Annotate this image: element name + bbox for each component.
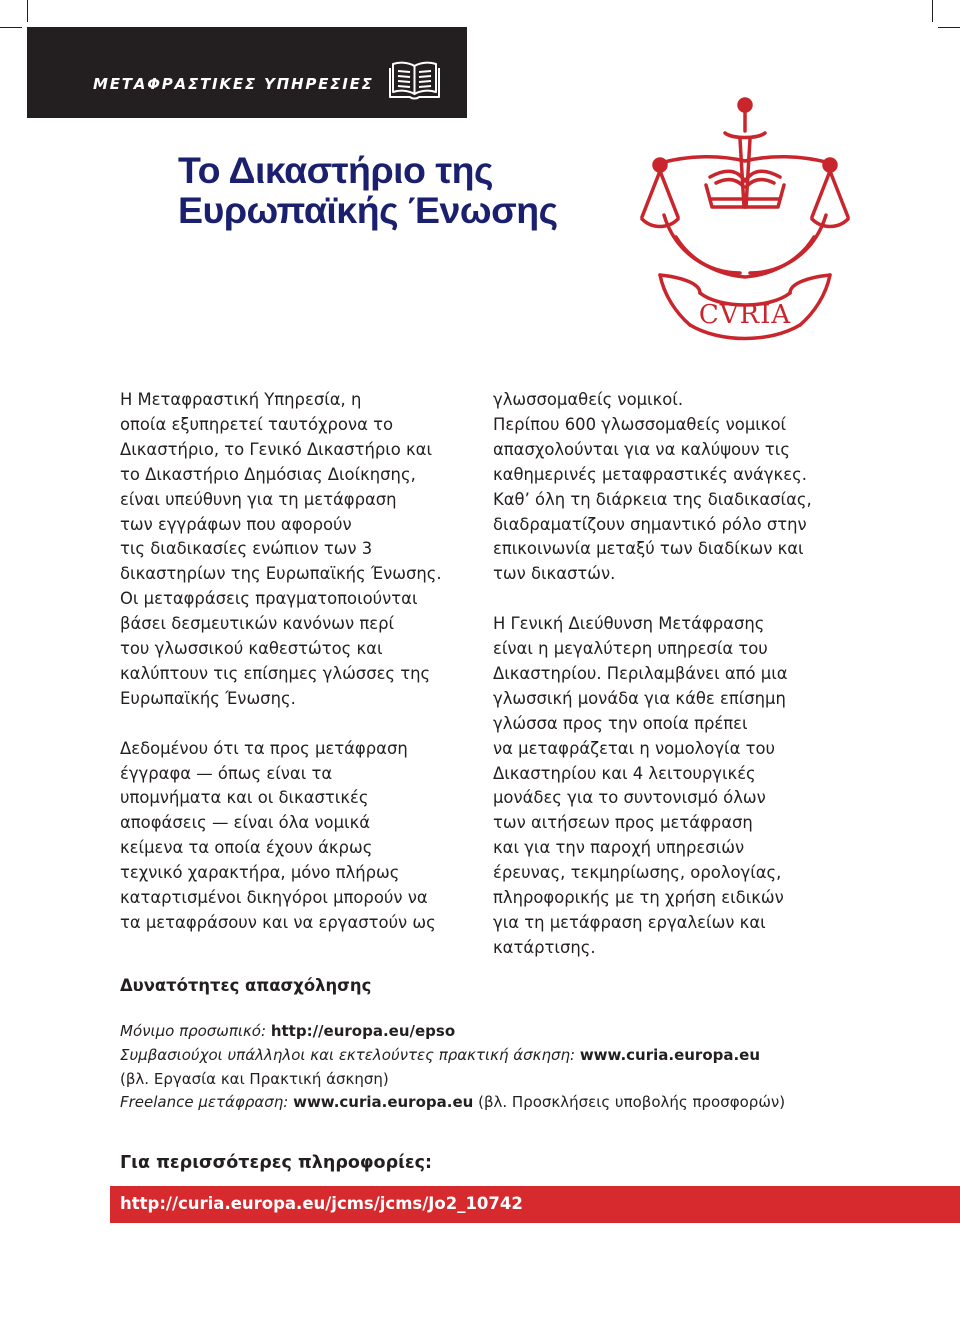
crop-mark (938, 27, 960, 28)
freelance-label: Freelance μετάφραση: (120, 1093, 289, 1112)
text-line: μονάδες για το συντονισμό όλων (493, 788, 766, 808)
header-label: ΜΕΤΑΦΡΑΣΤΙΚΕΣ ΥΠΗΡΕΣΙΕΣ (93, 75, 374, 93)
text-line: αποφάσεις — είναι όλα νομικά (120, 813, 371, 833)
permanent-staff-line (120, 1020, 785, 1044)
text-line: των αιτήσεων προς μετάφραση (493, 813, 753, 833)
text-line: Η Γενική Διεύθυνση Μετάφρασης (493, 614, 765, 634)
more-info-link[interactable]: http://curia.europa.eu/jcms/jcms/Jo2_10742 (120, 1194, 523, 1213)
freelance-line (120, 1091, 785, 1115)
text-line: υπομνήματα και οι δικαστικές (120, 788, 369, 808)
text-line: βάσει δεσμευτικών κανόνων περί (120, 614, 395, 634)
employment-links (120, 1020, 785, 1115)
employment-heading: Δυνατότητες απασχόλησης (120, 976, 372, 995)
text-line: γλωσσομαθείς νομικοί. (493, 390, 684, 409)
text-line: Οι μεταφράσεις πραγματοποιούνται (120, 589, 418, 609)
text-line: Περίπου 600 γλωσσομαθείς νομικοί (493, 414, 787, 434)
freelance-note: (βλ. Προσκλήσεις υποβολής προσφορών) (478, 1093, 786, 1112)
text-line: Η Μεταφραστική Υπηρεσία, η (120, 390, 362, 409)
text-line: Δικαστήριο, το Γενικό Δικαστήριο και (120, 439, 433, 459)
text-line: επικοινωνία μεταξύ των διαδίκων και (493, 539, 804, 559)
text-line: Δεδομένου ότι τα προς μετάφραση (120, 738, 408, 758)
text-line: δικαστηρίων της Ευρωπαϊκής Ένωσης. (120, 564, 442, 584)
contract-staff-line (120, 1044, 785, 1068)
paragraph (120, 737, 480, 936)
more-info-heading: Για περισσότερες πληροφορίες: (120, 1153, 433, 1173)
text-line: τεχνικό χαρακτήρα, μόνο πλήρως (120, 863, 400, 883)
text-line: κατάρτισης. (493, 937, 596, 957)
crop-mark (932, 0, 933, 22)
text-line: των δικαστών. (493, 564, 616, 584)
text-line: τα μεταφράσουν και να εργαστούν ως (120, 913, 436, 933)
paragraph (493, 612, 853, 961)
curia-link[interactable]: www.curia.europa.eu (293, 1093, 474, 1112)
curia-link[interactable]: www.curia.europa.eu (579, 1045, 761, 1064)
paragraph (493, 388, 853, 587)
text-line: κείμενα τα οποία έχουν άκρως (120, 838, 373, 858)
permanent-staff-label: Μόνιμο προσωπικό: (120, 1022, 267, 1040)
curia-emblem-icon (640, 95, 865, 345)
title-line: Το Δικαστήριο της (178, 149, 494, 191)
contract-staff-label: Συμβασιούχοι υπάλληλοι και εκτελούντες πρακτική άσκηση: (120, 1045, 576, 1064)
text-line: τις διαδικασίες ενώπιον των 3 (120, 539, 373, 559)
left-column (120, 388, 480, 936)
text-line: οποία εξυπηρετεί ταυτόχρονα το (120, 414, 393, 434)
text-line: να μεταφράζεται η νομολογία του (493, 738, 775, 758)
text-line: Ευρωπαϊκής Ένωσης. (120, 688, 296, 708)
text-line: καθημερινές μεταφραστικές ανάγκες. (493, 464, 807, 484)
crop-mark (27, 0, 28, 22)
text-line: είναι υπεύθυνη για τη μετάφραση (120, 489, 397, 509)
crop-mark (0, 27, 22, 28)
text-line: και για την παροχή υπηρεσιών (493, 838, 745, 858)
text-line: έγγραφα — όπως είναι τα (120, 763, 333, 783)
text-line: πληροφορικής με τη χρήση ειδικών (493, 888, 784, 908)
text-line: το Δικαστήριο Δημόσιας Διοίκησης, (120, 464, 416, 484)
text-line: απασχολούνται για να καλύψουν τις (493, 439, 790, 459)
footer-band (110, 1186, 960, 1223)
text-line: είναι η μεγαλύτερη υπηρεσία του (493, 639, 768, 659)
text-line: του γλωσσικού καθεστώτος και (120, 639, 383, 659)
text-line: γλωσσική μονάδα για κάθε επίσημη (493, 688, 786, 708)
text-line: των εγγράφων που αφορούν (120, 514, 352, 534)
text-line: καταρτισμένοι δικηγόροι μπορούν να (120, 888, 428, 908)
epso-link[interactable]: http://europa.eu/epso (270, 1022, 456, 1040)
text-line: διαδραματίζουν σημαντικό ρόλο στην (493, 514, 807, 534)
text-line: για τη μετάφραση εργαλείων και (493, 913, 766, 933)
emblem-text: CVRIA (698, 300, 792, 330)
text-line: γλώσσα προς την οποία πρέπει (493, 713, 748, 733)
text-line: έρευνας, τεκμηρίωσης, ορολογίας, (493, 863, 782, 883)
right-column (493, 388, 853, 961)
text-line: Δικαστηρίου. Περιλαμβάνει από μια (493, 663, 788, 683)
open-book-icon (388, 58, 441, 102)
paragraph (120, 388, 480, 712)
text-line: καλύπτουν τις επίσημες γλώσσες της (120, 663, 431, 683)
text-line: Δικαστηρίου και 4 λειτουργικές (493, 763, 756, 783)
page-title (178, 150, 558, 230)
title-line: Ευρωπαϊκής Ένωσης (178, 189, 558, 231)
text-line: Καθ’ όλη τη διάρκεια της διαδικασίας, (493, 489, 812, 509)
contract-staff-note: (βλ. Εργασία και Πρακτική άσκηση) (120, 1069, 389, 1088)
